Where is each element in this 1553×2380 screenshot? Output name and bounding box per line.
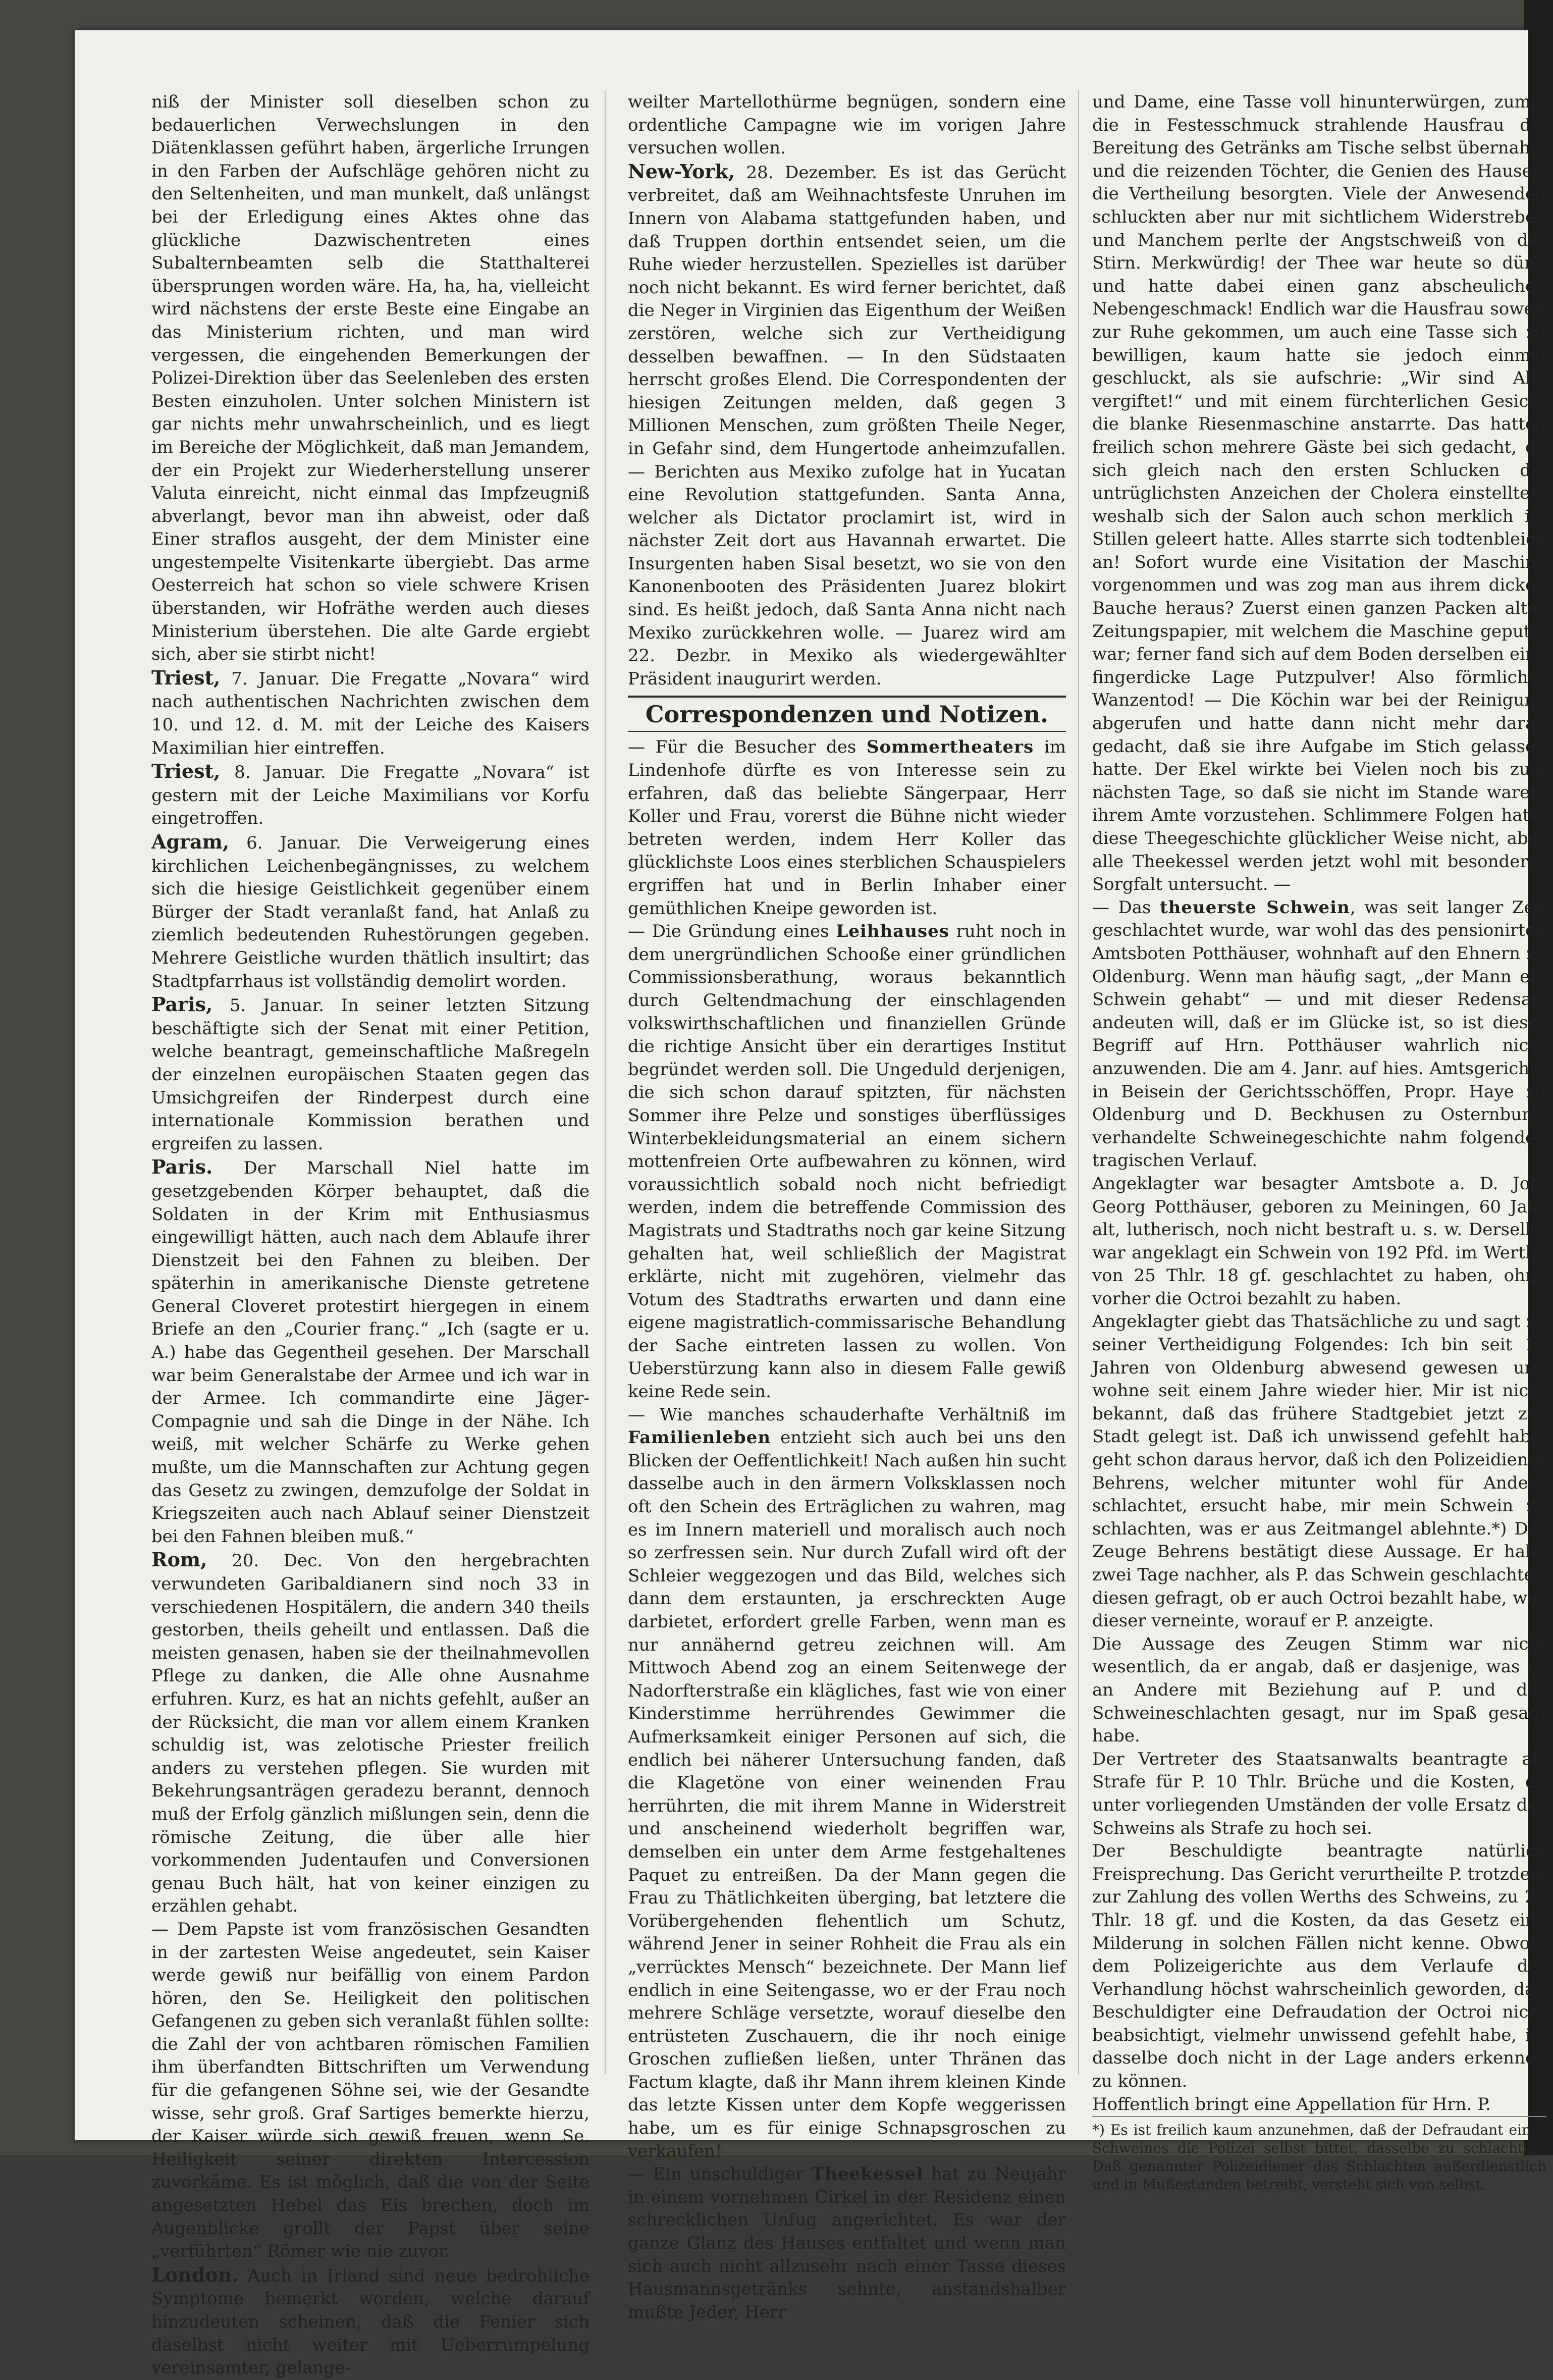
keyword: Familienleben [628,1427,771,1448]
column-rule [1078,91,1079,2075]
footnote: *) Es ist freilich kaum anzunehmen, daß der Defraudant eines Schweines die Polizei selbst bittet, dasselbe zu schlachten! Daß genannter Polizeidiener das Schlachten außerdienstlich und in Mußestunden betreibt, versteht sich von selbst. [1092,2116,1546,2194]
news-item-paris-1 [151,993,590,1155]
news-text: 7. Januar. Die Fregatte „Novara“ wird nach authentischen Nachrichten zwischen dem 10. und 12. d. M. mit der Leiche des Kaisers Maximilian hier eintreffen. [151,668,590,758]
keyword: Theekessel [811,2164,924,2185]
keyword: theuerste Schwein [1159,897,1350,918]
article-text: Angeklagter giebt das Thatsächliche zu und sagt zu seiner Vertheidigung Folgendes: Ich bin seit 16 Jahren von Oldenburg abwesend gewesen und wohne seit einem Jahre wieder hier. Mir ist nicht bekannt, daß das frühere Stadtgebiet jetzt zur Stadt gelegt ist. Daß ich unwissend gefehlt habe, geht schon daraus hervor, daß ich den Polizeidiener Behrens, welcher mitunter wohl für Andere schlachtet, ersucht habe, mir mein Schwein zu schlachten, was er aus Zeitmangel ablehnte.*) Der Zeuge Behrens bestätigt diese Aussage. Er habe zwei Tage nachher, als P. das Schwein geschlachtet, diesen gefragt, ob er auch Octroi bezahlt habe, was dieser verneinte, worauf er P. anzeigte. [1092,1311,1546,1631]
column-3 [1092,91,1546,2193]
news-item-london [151,2263,590,2380]
dateline: Agram, [151,830,230,853]
news-text: 6. Januar. Die Verweigerung eines kirchlichen Leichenbegängnisses, zu welchem sich die hiesige Geistlichkeit gegenüber einem Bürger der Stadt veranlaßt fand, hat Anlaß zu ziemlich bedeutenden Ruhestörungen gegeben. Mehrere Geistliche wurden thätlich insultirt; das Stadtpfarrhaus ist vollständig demolirt worden. [151,833,590,991]
news-item-agram [151,830,590,993]
article-text: und Dame, eine Tasse voll hinunterwürgen, zumal die in Festesschmuck strahlende Hausfrau die Bereitung des Getränks am Tische selbst übernahm und die reizenden Töchter, die Genien des Hauses, die Vertheilung besorgten. Viele der Anwesenden schluckten aber nur mit sichtlichem Widerstreben und Manchem perlte der Angstschweiß von der Stirn. Merkwürdig! der Thee war heute so dünn und hatte dabei einen ganz abscheulichen Nebengeschmack! Endlich war die Hausfrau soweit zur Ruhe gekommen, um auch eine Tasse sich zu bewilligen, kaum hatte sie jedoch einmal geschluckt, als sie aufschrie: „Wir sind Alle vergiftet!“ und mit einem fürchterlichen Gesicht die blanke Riesenmaschine anstarrte. Das hatten freilich schon mehrere Gäste bei sich gedacht, da sich gleich nach den ersten Schlucken die untrüglichsten Anzeichen der Cholera einstellten, weshalb sich der Salon auch schon merklich im Stillen geleert hatte. Alles starrte sich todtenbleich an! Sofort wurde eine Visitation der Maschine vorgenommen und was zog man aus ihrem dicken Bauche heraus? Zuerst einen ganzen Packen altes Zeitungspapier, mit welchem die Maschine geputzt war; ferner fand sich auf dem Boden derselben eine fingerdicke Lage Putzpulver! Also förmlicher Wanzentod! — Die Köchin war bei der Reinigung abgerufen und hatte dann nicht mehr daran gedacht, daß sie ihre Aufgabe im Stich gelassen hatte. Der Ekel wirkte bei Vielen noch bis zum nächsten Tage, so daß sie nicht im Stande waren, ihrem Amte vorzustehen. Schlimmere Folgen hatte diese Theegeschichte glücklicher Weise nicht, aber alle Theekessel werden jetzt wohl mit besonderer Sorgfalt untersucht. — [1092,92,1546,895]
notice-familienleben: — Wie manches schauderhafte Verhältniß im Familienleben entzieht sich auch bei uns den Blicken der Oeffentlichkeit! Nach außen hin sucht dasselbe auch in den ärmern Volksklassen noch oft den Schein des Erträglichen zu wahren, mag es im Innern materiell und moralisch auch noch so zerfressen sein. Nur durch Zufall wird oft der Schleier weggezogen und das Bild, welches sich dann dem erstaunten, ja erschreckten Auge darbietet, erfordert grelle Farben, wenn man es nur annähernd getreu zeichnen will. Am Mittwoch Abend zog an einem Seitenwege der Nadorfterstraße ein klägliches, fast wie von einer Kinderstimme herrührendes Gewimmer die Aufmerksamkeit einiger Personen auf sich, die endlich bei näherer Untersuchung fanden, daß die Klagetöne von einer weinenden Frau herrührten, die mit ihrem Manne in Widerstreit und anscheinend wiederholt begriffen war, demselben ein unter dem Arme festgehaltenes Paquet zu entreißen. Da der Mann gegen die Frau zu Thätlichkeiten überging, bat letztere die Vorübergehenden flehentlich um Schutz, während Jener in seiner Rohheit die Frau als ein „verrücktes Mensch“ bezeichnete. Der Mann lief endlich in eine Seitengasse, wo er der Frau noch mehrere Schläge versetzte, worauf dieselbe den entrüsteten Zuschauern, die ihr noch einige Groschen zufließen ließen, unter Thränen das Factum klagte, daß ihr Mann ihrem kleinen Kinde das letzte Kissen unter dem Kopfe weggerissen habe, um es für einige Schnapsgroschen zu verkaufen! [628,1404,1066,2161]
column-1 [151,91,590,2378]
dateline: London. [151,2263,239,2286]
news-item-triest-2 [151,760,590,830]
news-text: 8. Januar. Die Fregatte „Novara“ ist gestern mit der Leiche Maximilians vor Korfu eingetroffen. [151,762,590,829]
news-text: Der Marschall Niel hatte im gesetzgebenden Körper behauptet, daß die Soldaten in der Krim mit Enthusiasmus eingewilligt hätten, auch nach dem Ablaufe ihrer Dienstzeit bei den Fahnen zu bleiben. Der späterhin in amerikanische Dienste getretene General Cloveret protestirt hiergegen in einem Briefe an den „Courier franç.“ „Ich (sagte er u. A.) habe das Gegentheil gesehen. Der Marschall war beim Generalstabe der Armee und ich war in der Armee. Ich commandirte eine Jäger-Compagnie und sah die Dinge in der Nähe. Ich weiß, mit welcher Schärfe zu Werke gehen mußte, um die Mannschaften zur Achtung gegen das Gesetz zu zwingen, demzufolge der Soldat in Kriegszeiten auch nach Ablauf seiner Dienstzeit bei den Fahnen bleiben muß.“ [151,1158,590,1547]
notice-theekessel: — Ein unschuldiger Theekessel hat zu Neujahr in einem vornehmen Cirkel in der Residenz einen schrecklichen Unfug angerichtet. Es war der ganze Glanz des Hauses entfaltet und wenn man sich auch nicht allzusehr nach einer Tasse dieses Hausmannsgetränks sehnte, anstandshalber mußte Jeder, Herr [628,2164,1066,2322]
keyword: Leihhauses [836,921,949,942]
dateline: Triest, [151,760,221,783]
news-text: 5. Januar. In seiner letzten Sitzung beschäftigte sich der Senat mit einer Petition, welche beantragt, gemeinschaftliche Maßregeln der einzelnen europäischen Staaten gegen das Umsichgreifen der Rinderpest durch eine internationale Kommission berathen und ergreifen zu lassen. [151,995,590,1154]
article-text: Hoffentlich bringt eine Appellation für Hrn. P. [1092,2094,1491,2114]
news-item-triest-1 [151,666,590,760]
dateline: New-York, [628,160,735,183]
dateline: Paris. [151,1155,213,1179]
article-text: Angeklagter war besagter Amtsbote a. D. Joh. Georg Potthäuser, geboren zu Meiningen, 60 Jahr alt, lutherisch, noch nicht bestraft u. s. w. Derselbe war angeklagt ein Schwein von 192 Pfd. im Werthe von 25 Thlr. 18 gf. geschlachtet zu haben, ohne vorher die Octroi bezahlt zu haben. [1092,1173,1546,1309]
article-text: Der Vertreter des Staatsanwalts beantragte als Strafe für P. 10 Thlr. Brüche und die Kosten, da unter vorliegenden Umständen der volle Ersatz des Schweins als Strafe zu hoch sei. [1092,1749,1546,1838]
column-2 [628,91,1066,2322]
article-text: Die Aussage des Zeugen Stimm war nicht wesentlich, da er angab, daß er dasjenige, was er an Andere mit Beziehung auf P. und das Schweineschlachten gesagt, nur im Spaß gesagt habe. [1092,1633,1546,1747]
news-text: 20. Dec. Von den hergebrachten verwundeten Garibaldianern sind noch 33 in verschiedenen Hospitälern, die andern 340 theils gestorben, theils geheilt und entlassen. Daß die meisten genasen, haben sie der theilnahmevollen Pflege zu danken, die Alle ohne Ausnahme erfuhren. Kurz, es hat an nichts gefehlt, außer an der Rücksicht, die man vor allem einem Kranken schuldig ist, was zelotische Priester freilich anders zu verstehen pflegen. Sie wurden mit Bekehrungsanträgen geradezu berannt, dennoch muß der Erfolg gänzlich mißlungen sein, denn die römische Zeitung, die über alle hier vorkommenden Judentaufen und Conversionen genau Buch hält, hat von keiner einzigen zu erzählen gehabt. [151,1551,590,1917]
column-rule [605,91,606,2075]
dateline: Rom, [151,1548,207,1571]
news-item-new-york [628,160,1066,691]
news-item-rom [151,1548,590,1918]
section-heading: Correspondenzen und Notizen. [628,696,1066,732]
news-text: Auch in Irland sind neue bedrohliche Symptome bemerkt worden, welche darauf hinzudeuten scheinen, daß die Fenier sich daselbst nicht weiter mit Ueberrumpelung vereinsamter, gelange- [151,2265,590,2378]
notice-sommertheater: — Für die Besucher des Sommertheaters im Lindenhofe dürfte es von Interesse sein zu erfahren, daß das beliebte Sängerpaar, Herr Koller und Frau, vorerst die Bühne nicht wieder betreten werden, indem Herr Koller das glücklichste Loos eines sterblichen Schauspielers ergriffen hat und in Berlin Inhaber einer gemüthlichen Kneipe geworden ist. [628,737,1066,919]
dateline: Paris, [151,993,213,1016]
keyword: Sommertheaters [867,737,1034,758]
news-item-paris-2 [151,1155,590,1548]
notice-leihhaus: — Die Gründung eines Leihhauses ruht noch in dem unergründlichen Schooße einer gründlichen Commissionsberathung, woraus bekanntlich durch Geltendmachung der einschlagenden volkswirthschaftlichen und finanziellen Gründe die richtige Ansicht über ein derartiges Institut begründet werden soll. Die Ungeduld derjenigen, die sich schon darauf spitzten, für nächsten Sommer ihre Pelze und sonstiges überflüssiges Winterbekleidungsmaterial an einem sichern mottenfreien Orte aufbewahren zu können, wird voraussichtlich sobald noch nicht befriedigt werden, indem die betreffende Commission des Magistrats und Stadtraths noch gar keine Sitzung gehalten hat, weil schließlich der Magistrat erklärte, nicht mit zugehören, vielmehr das Votum des Stadtraths erwarten und dann eine eigene magistratlich-commissarische Behandlung der Sache eintreten lassen zu wollen. Von Ueberstürzung kann also in diesem Falle gewiß keine Rede sein. [628,921,1066,1402]
newspaper-page [75,30,1546,2378]
news-item-rom-cont: — Dem Papste ist vom französischen Gesandten in der zartesten Weise angedeutet, sein Kaiser werde gewiß nur beifällig von einem Pardon hören, den Se. Heiligkeit den politischen Gefangenen zu geben sich veranlaßt fühlen sollte: die Zahl der von achtbaren römischen Familien ihm überfandten Bittschriften um Verwendung für die gefangenen Söhne sei, wie der Gesandte wisse, sehr groß. Graf Sartiges bemerkte hierzu, der Kaiser würde sich gewiß freuen, wenn Se. Heiligkeit seiner direkten Intercession zuvorkäme. Es ist möglich, daß die von der Seite angesetzten Hebel das Eis brechen, doch im Augenblicke grollt der Papst über seine „verführten“ Römer wie nie zuvor. [151,1919,590,2262]
article-text: Der Beschuldigte beantragte natürlich Freisprechung. Das Gericht verurtheilte P. trotzdem zur Zahlung des vollen Werths des Schweins, zu 25 Thlr. 18 gf. und die Kosten, da das Gesetz eine Milderung in solchen Fällen nicht kenne. Obwohl dem Polizeigerichte aus dem Verlaufe der Verhandlung höchst wahrscheinlich geworden, daß Beschuldigter eine Defraudation der Octroi nicht beabsichtigt, vielmehr unwissend gefehlt habe, ist dasselbe doch nicht in der Lage anders erkennen zu können. [1092,1841,1546,2092]
dateline: Triest, [151,666,221,689]
notice-schwein: — Das theuerste Schwein, was seit langer Zeit geschlachtet wurde, war wohl das des pensionirten Amtsboten Potthäuser, wohnhaft auf den Ehnern zu Oldenburg. Wenn man häufig sagt, „der Mann ein Schwein gehabt“ — und mit dieser Redensart andeuten will, daß er im Glücke ist, so ist dieser Begriff auf Hrn. Potthäuser wahrlich nicht anzuwenden. Die am 4. Janr. auf hies. Amtsgerichte in Beisein der Gerichtsschöffen, Propr. Haye zu Oldenburg und D. Beckhusen zu Osternburg. verhandelte Schweinegeschichte nahm folgenden tragischen Verlauf. [1092,897,1546,1171]
article-text: niß der Minister soll dieselben schon zu bedauerlichen Verwechslungen in den Diätenklassen geführt haben, ärgerliche Irrungen in den Farben der Aufschläge gehören nicht zu den Seltenheiten, und man munkelt, daß unlängst bei der Erledigung eines Aktes ohne das glückliche Dazwischentreten eines Subalternbeamten selb die Statthalterei übersprungen worden wäre. Ha, ha, ha, vielleicht wird nächstens der erste Beste eine Eingabe an das Ministerium richten, und man wird vergessen, die eingehenden Bemerkungen der Polizei-Direktion über das Seelenleben des ersten Besten einzuholen. Unter solchen Ministern ist gar nichts mehr unwahrscheinlich, und es liegt im Bereiche der Möglichkeit, daß man Jemandem, der ein Projekt zur Wiederherstellung unserer Valuta einreicht, nicht einmal das Impfzeugniß abverlangt, bevor man ihn abweist, oder daß Einer straflos ausgeht, der dem Minister eine ungestempelte Visitenkarte übergiebt. Das arme Oesterreich hat schon so viele schwere Krisen überstanden, wir Hofräthe werden auch dieses Ministerium überstehen. Die alte Garde ergiebt sich, aber sie stirbt nicht! [151,92,590,665]
news-text: 28. Dezember. Es ist das Gerücht verbreitet, daß am Weihnachtsfeste Unruhen im Innern von Alabama stattgefunden haben, und daß Truppen dorthin entsendet seien, um die Ruhe wieder herzustellen. Speziellеs ist darüber noch nicht bekannt. Es wird ferner berichtet, daß die Neger in Virginien das Eigenthum der Weißen zerstören, welche sich zur Vertheidigung desselben bewaffnen. — In den Südstaaten herrscht großes Elend. Die Correspondenten der hiesigen Zeitungen melden, daß gegen 3 Millionen Menschen, zum größten Theile Neger, in Gefahr sind, dem Hungertode anheimzufallen. — Berichten aus Mexiko zufolge hat in Yucatan eine Revolution stattgefunden. Santa Anna, welcher als Dictator proclamirt ist, wird in nächster Zeit dort aus Havannah erwartet. Die Insurgenten haben Sisal besetzt, wo sie von den Kanonenbooten des Präsidenten Juarez blokirt sind. Es heißt jedoch, daß Santa Anna nicht nach Mexiko zurückkehren wolle. — Juarez wird am 22. Dezbr. in Mexiko als wiedergewählter Präsident inaugurirt werden. [628,162,1066,689]
article-text: weilter Martellothürme begnügen, sondern eine ordentliche Campagne wie im vorigen Jahre versuchen wollen. [628,92,1066,158]
